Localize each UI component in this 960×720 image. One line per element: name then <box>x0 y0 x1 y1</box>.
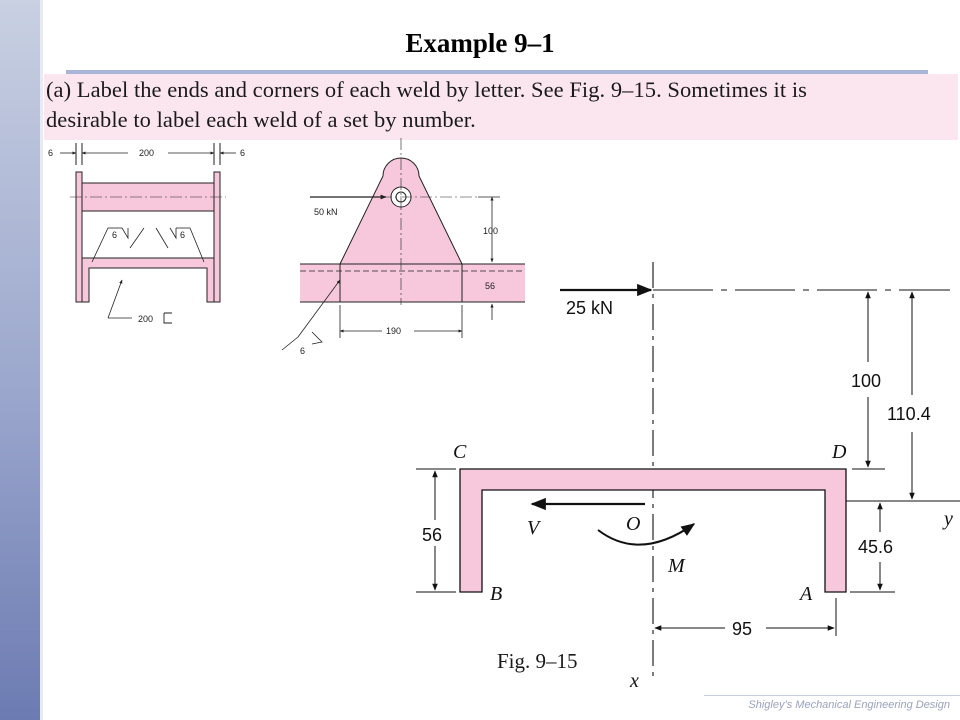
dim-95-label: 95 <box>732 619 753 639</box>
slide-title: Example 9–1 <box>405 28 555 58</box>
footer-book-title: Shigley’s Mechanical Engineering Design <box>704 695 960 711</box>
middle-bracket-drawing <box>282 138 525 356</box>
force-50kn-label: 50 kN <box>314 207 338 217</box>
dim-45-6-label: 45.6 <box>858 537 894 557</box>
dim-6-right: 6 <box>240 148 246 158</box>
dim-110-4-label: 110.4 <box>887 404 931 424</box>
corner-label-D: D <box>832 441 847 463</box>
corner-label-A: A <box>800 583 813 605</box>
dim-100-small: 100 <box>483 226 499 236</box>
weld-size-b: 6 <box>180 230 186 240</box>
weld-size-middle: 6 <box>300 346 306 356</box>
weld-group-diagram <box>416 262 960 692</box>
dim-200-top: 200 <box>139 148 155 158</box>
label-origin-O: O <box>626 513 641 535</box>
dim-56-small: 56 <box>485 281 496 291</box>
dim-190-label: 190 <box>386 326 402 336</box>
dim-100-label: 100 <box>851 371 882 391</box>
corner-label-B: B <box>490 583 503 605</box>
axis-label-x: x <box>630 670 639 692</box>
label-moment-M: M <box>668 555 685 577</box>
dim-56-label: 56 <box>422 525 443 545</box>
axis-label-y: y <box>944 508 953 530</box>
label-shear-V: V <box>527 517 540 539</box>
weld-size-a: 6 <box>112 230 118 240</box>
corner-label-C: C <box>453 441 467 463</box>
dim-6-left: 6 <box>48 148 54 158</box>
figure-caption: Fig. 9–15 <box>497 649 578 673</box>
left-weld-drawing <box>48 143 245 324</box>
body-text-line-1: (a) Label the ends and corners of each weld by letter. See Fig. 9–15. Sometimes it is <box>46 77 807 102</box>
force-25kn-label: 25 kN <box>566 298 614 318</box>
body-text-line-2: desirable to label each weld of a set by number. <box>46 107 476 132</box>
channel-size-label: 200 <box>138 314 154 324</box>
